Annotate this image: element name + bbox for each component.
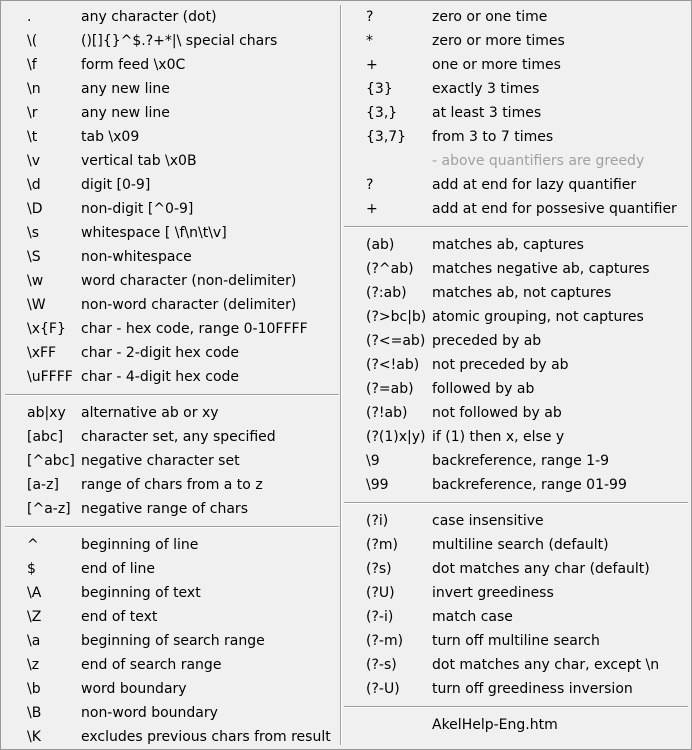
menu-item-label: not preceded by ab (432, 357, 569, 373)
menu-item-matches-ab-captures[interactable] (344, 233, 688, 257)
menu-item-shortcut: (?<=ab) (366, 333, 426, 349)
menu-item-label: followed by ab (432, 381, 535, 397)
menu-item-shortcut: (?(1)x|y) (366, 429, 426, 445)
menu-item-special-chars[interactable] (5, 29, 339, 53)
menu-item-label: char - hex code, range 0-10FFFF (81, 321, 308, 337)
menu-item-label: ()[]{}^$.?+*|\ special chars (81, 33, 278, 49)
menu-item-shortcut: . (27, 9, 32, 25)
menu-item-label: turn off multiline search (432, 633, 600, 649)
menu-item-digit-0-9[interactable] (5, 173, 339, 197)
menu-item-not-preceded-by-ab[interactable] (344, 353, 688, 377)
menu-item-shortcut: (?-i) (366, 609, 394, 625)
menu-item-one-or-more-times[interactable] (344, 53, 688, 77)
menu-item-label: vertical tab \x0B (81, 153, 197, 169)
menu-item-label: backreference, range 1-9 (432, 453, 610, 469)
menu-item-label: add at end for lazy quantifier (432, 177, 637, 193)
menu-item-shortcut: (?:ab) (366, 285, 407, 301)
menu-item-end-of-search-range[interactable] (5, 653, 339, 677)
menu-item-label: not followed by ab (432, 405, 562, 421)
menu-item-label: matches ab, not captures (432, 285, 612, 301)
menu-item-shortcut: $ (27, 561, 36, 577)
menu-item-label: whitespace [ \f\n\t\v] (81, 225, 227, 241)
menu-item-shortcut: \s (27, 225, 40, 241)
menu-item-label: from 3 to 7 times (432, 129, 554, 145)
menu-item-turn-off-multiline-search[interactable] (344, 629, 688, 653)
menu-item-shortcut: [a-z] (27, 477, 59, 493)
menu-item-word-character-non-delimiter[interactable] (5, 269, 339, 293)
menu-item-shortcut: [abc] (27, 429, 64, 445)
menu-item-label: invert greediness (432, 585, 554, 601)
menu-item-above-quantifiers-are-greedy (344, 149, 688, 173)
menu-item-dot-matches-any-char-except-n[interactable] (344, 653, 688, 677)
menu-item-label: add at end for possesive quantifier (432, 201, 677, 217)
menu-item-label: matches ab, captures (432, 237, 584, 253)
menu-item-vertical-tab-x0b[interactable] (5, 149, 339, 173)
menu-item-range-of-chars-from-a-to-z[interactable] (5, 473, 339, 497)
menu-item-shortcut: \xFF (27, 345, 57, 361)
menu-item-tab-x09[interactable] (5, 125, 339, 149)
menu-item-shortcut: \b (27, 681, 41, 697)
menu-item-label: word boundary (81, 681, 187, 697)
menu-item-label: multiline search (default) (432, 537, 609, 553)
menu-item-shortcut: (?U) (366, 585, 395, 601)
menu-item-label: backreference, range 01-99 (432, 477, 627, 493)
menu-item-shortcut: \f (27, 57, 37, 73)
menu-item-label: turn off greediness inversion (432, 681, 633, 697)
menu-item-shortcut: \t (27, 129, 38, 145)
menu-item-shortcut: {3,} (366, 105, 398, 121)
menu-item-preceded-by-ab[interactable] (344, 329, 688, 353)
menu-item-zero-or-more-times[interactable] (344, 29, 688, 53)
menu-item-case-insensitive[interactable] (344, 509, 688, 533)
menu-item-label: range of chars from a to z (81, 477, 263, 493)
menu-item-invert-greediness[interactable] (344, 581, 688, 605)
menu-item-shortcut: * (366, 33, 373, 49)
menu-item-backreference-range-01-99[interactable] (344, 473, 688, 497)
menu-item-multiline-search-default[interactable] (344, 533, 688, 557)
menu-item-shortcut: \a (27, 633, 41, 649)
menu-item-shortcut: \r (27, 105, 38, 121)
menu-item-label: preceded by ab (432, 333, 542, 349)
menu-item-label: any new line (81, 81, 170, 97)
menu-item-label: char - 2-digit hex code (81, 345, 240, 361)
menu-item-shortcut: \uFFFF (27, 369, 73, 385)
menu-item-matches-ab-not-captures[interactable] (344, 281, 688, 305)
menu-item-alternative-ab-or-xy[interactable] (5, 401, 339, 425)
menu-item-not-followed-by-ab[interactable] (344, 401, 688, 425)
menu-item-label: char - 4-digit hex code (81, 369, 240, 385)
menu-item-label: digit [0-9] (81, 177, 151, 193)
menu-item-label: case insensitive (432, 513, 544, 529)
menu-separator (344, 701, 688, 713)
menu-item-negative-character-set[interactable] (5, 449, 339, 473)
menu-item-shortcut: \v (27, 153, 41, 169)
menu-item-label: non-whitespace (81, 249, 192, 265)
menu-item-non-word-character-delimiter[interactable] (5, 293, 339, 317)
menu-item-from-3-to-7-times[interactable] (344, 125, 688, 149)
menu-item-backreference-range-1-9[interactable] (344, 449, 688, 473)
menu-item-label: form feed \x0C (81, 57, 186, 73)
menu-item-shortcut: \S (27, 249, 41, 265)
menu-item-label: non-word character (delimiter) (81, 297, 297, 313)
menu-item-shortcut: (?^ab) (366, 261, 414, 277)
menu-item-shortcut: (?m) (366, 537, 398, 553)
menu-item-akelhelp-eng-htm[interactable] (344, 713, 688, 737)
menu-item-label: non-digit [^0-9] (81, 201, 194, 217)
menu-item-shortcut: {3} (366, 81, 393, 97)
menu-item-shortcut: [^a-z] (27, 501, 71, 517)
menu-separator (5, 521, 339, 533)
menu-item-shortcut: \W (27, 297, 46, 313)
menu-item-if-1-then-x-else-y[interactable] (344, 425, 688, 449)
menu-item-any-character-dot[interactable] (5, 5, 339, 29)
menu-item-shortcut: \K (27, 729, 41, 745)
menu-item-char-4-digit-hex-code[interactable] (5, 365, 339, 389)
menu-item-shortcut: (?>bc|b) (366, 309, 427, 325)
menu-item-character-set-any-specified[interactable] (5, 425, 339, 449)
menu-item-label: excludes previous chars from result (81, 729, 331, 745)
menu-item-shortcut: (?-U) (366, 681, 400, 697)
menu-item-atomic-grouping-not-captures[interactable] (344, 305, 688, 329)
menu-item-shortcut: \Z (27, 609, 42, 625)
menu-item-whitespace-f-n-t-v[interactable] (5, 221, 339, 245)
menu-item-form-feed-x0c[interactable] (5, 53, 339, 77)
menu-item-shortcut: + (366, 201, 378, 217)
menu-item-label: if (1) then x, else y (432, 429, 565, 445)
menu-item-shortcut: (?<!ab) (366, 357, 420, 373)
menu-item-zero-or-one-time[interactable] (344, 5, 688, 29)
menu-item-matches-negative-ab-captures[interactable] (344, 257, 688, 281)
menu-item-shortcut: (?-m) (366, 633, 404, 649)
menu-item-exactly-3-times[interactable] (344, 77, 688, 101)
menu-item-label: match case (432, 609, 513, 625)
menu-item-end-of-text[interactable] (5, 605, 339, 629)
menu-item-shortcut: (?s) (366, 561, 392, 577)
menu-item-add-at-end-for-lazy-quantifier[interactable] (344, 173, 688, 197)
menu-item-shortcut: {3,7} (366, 129, 407, 145)
menu-item-shortcut: \w (27, 273, 44, 289)
menu-item-shortcut: (?!ab) (366, 405, 408, 421)
menu-item-char-hex-code-range-0-10ffff[interactable] (5, 317, 339, 341)
menu-item-label: tab \x09 (81, 129, 140, 145)
menu-item-add-at-end-for-possesive-quantifier[interactable] (344, 197, 688, 221)
menu-item-match-case[interactable] (344, 605, 688, 629)
menu-item-label: at least 3 times (432, 105, 542, 121)
menu-item-any-new-line[interactable] (5, 77, 339, 101)
menu-item-label: - above quantifiers are greedy (432, 153, 645, 169)
menu-item-label: one or more times (432, 57, 561, 73)
column-divider (340, 5, 342, 745)
menu-item-label: zero or one time (432, 9, 548, 25)
menu-item-label: zero or more times (432, 33, 565, 49)
menu-item-shortcut: \A (27, 585, 42, 601)
menu-item-label: end of text (81, 609, 158, 625)
menu-item-label: negative range of chars (81, 501, 248, 517)
menu-item-label: AkelHelp-Eng.htm (432, 717, 558, 733)
menu-item-dot-matches-any-char-default[interactable] (344, 557, 688, 581)
menu-item-shortcut: (?i) (366, 513, 389, 529)
menu-item-shortcut: \99 (366, 477, 389, 493)
right-column (344, 5, 688, 737)
menu-item-shortcut: \9 (366, 453, 380, 469)
menu-item-beginning-of-line[interactable] (5, 533, 339, 557)
menu-item-shortcut: \B (27, 705, 42, 721)
menu-item-label: character set, any specified (81, 429, 276, 445)
menu-item-any-new-line[interactable] (5, 101, 339, 125)
menu-item-char-2-digit-hex-code[interactable] (5, 341, 339, 365)
left-column (5, 5, 339, 749)
menu-item-label: beginning of text (81, 585, 201, 601)
menu-item-shortcut: \( (27, 33, 38, 49)
menu-item-non-word-boundary[interactable] (5, 701, 339, 725)
menu-item-shortcut: \x{F} (27, 321, 66, 337)
menu-item-shortcut: \D (27, 201, 43, 217)
menu-separator (344, 221, 688, 233)
menu-item-shortcut: (?=ab) (366, 381, 414, 397)
menu-item-label: word character (non-delimiter) (81, 273, 297, 289)
menu-item-followed-by-ab[interactable] (344, 377, 688, 401)
menu-item-shortcut: \n (27, 81, 41, 97)
menu-item-word-boundary[interactable] (5, 677, 339, 701)
menu-item-label: alternative ab or xy (81, 405, 219, 421)
menu-item-end-of-line[interactable] (5, 557, 339, 581)
menu-item-label: any character (dot) (81, 9, 217, 25)
menu-item-label: matches negative ab, captures (432, 261, 650, 277)
menu-item-shortcut: ab|xy (27, 405, 66, 421)
menu-item-shortcut: \z (27, 657, 40, 673)
menu-item-label: dot matches any char, except \n (432, 657, 660, 673)
menu-item-non-digit-0-9[interactable] (5, 197, 339, 221)
menu-item-beginning-of-search-range[interactable] (5, 629, 339, 653)
menu-item-shortcut: [^abc] (27, 453, 75, 469)
menu-separator (344, 497, 688, 509)
menu-item-at-least-3-times[interactable] (344, 101, 688, 125)
menu-item-label: negative character set (81, 453, 240, 469)
menu-item-shortcut: (ab) (366, 237, 395, 253)
menu-item-turn-off-greediness-inversion[interactable] (344, 677, 688, 701)
menu-item-label: beginning of search range (81, 633, 265, 649)
menu-item-label: exactly 3 times (432, 81, 540, 97)
menu-item-beginning-of-text[interactable] (5, 581, 339, 605)
menu-item-excludes-previous-chars-from-result[interactable] (5, 725, 339, 749)
menu-item-label: end of line (81, 561, 156, 577)
menu-item-non-whitespace[interactable] (5, 245, 339, 269)
menu-item-shortcut: \d (27, 177, 41, 193)
menu-item-label: end of search range (81, 657, 222, 673)
menu-item-shortcut: + (366, 57, 378, 73)
menu-item-label: beginning of line (81, 537, 199, 553)
menu-item-negative-range-of-chars[interactable] (5, 497, 339, 521)
menu-item-shortcut: ^ (27, 537, 39, 553)
menu-item-shortcut: (?-s) (366, 657, 397, 673)
menu-item-label: atomic grouping, not captures (432, 309, 644, 325)
menu-item-shortcut: ? (366, 177, 374, 193)
menu-item-label: non-word boundary (81, 705, 218, 721)
menu-item-label: dot matches any char (default) (432, 561, 650, 577)
menu-item-shortcut: ? (366, 9, 374, 25)
menu-separator (5, 389, 339, 401)
menu-item-label: any new line (81, 105, 170, 121)
